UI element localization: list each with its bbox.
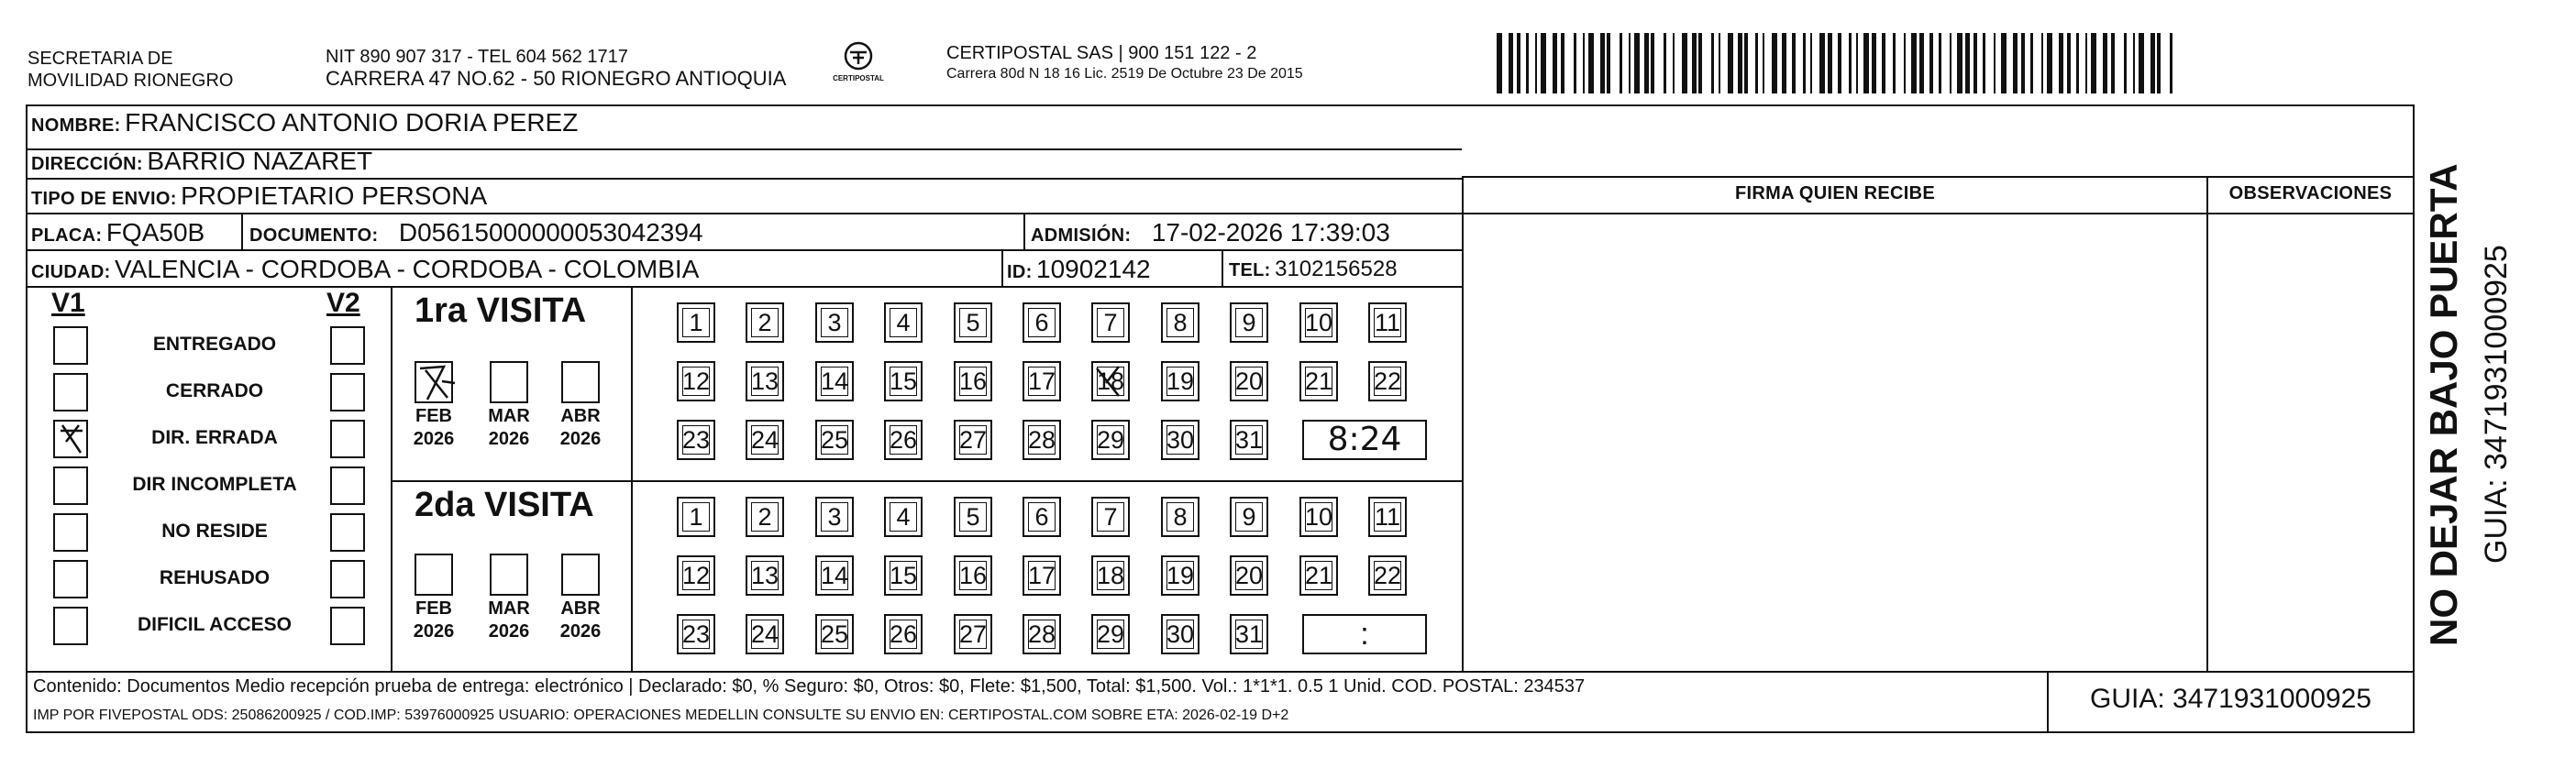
v1-checkbox[interactable]: [53, 607, 88, 645]
day-box[interactable]: 10: [1299, 302, 1338, 343]
observations-area[interactable]: [2208, 214, 2413, 671]
sender-name: SECRETARIA DE MOVILIDAD RIONEGRO: [28, 49, 234, 91]
no-dejar-text: NO DEJAR BAJO PUERTA: [2422, 163, 2465, 646]
day-box[interactable]: 15: [884, 555, 923, 596]
nombre-row: NOMBRE: FRANCISCO ANTONIO DORIA PEREZ: [31, 108, 579, 137]
v2-checkbox[interactable]: [330, 466, 365, 505]
reason-label: DIFICIL ACCESO: [137, 614, 292, 635]
v2-checkbox[interactable]: [330, 373, 365, 411]
day-box[interactable]: 28: [1023, 420, 1061, 460]
imp-line: IMP POR FIVEPOSTAL ODS: 25086200925 / COD.IMP: 53976000925 USUARIO: OPERACIONES MEDELLIN CONSULTE SU ENVIO EN: CERTIPOSTAL.COM SOBRE ETA: 2026-02-19 D+2: [33, 708, 1289, 723]
footer-guia: GUIA: 3471931000925: [2090, 684, 2371, 714]
admision-field: ADMISIÓN: 17-02-2026 17:39:03: [1031, 218, 1390, 247]
shipment-type: PROPIETARIO PERSONA: [181, 181, 488, 210]
id-field: ID: 10902142: [1007, 255, 1151, 283]
month-year: 2026: [488, 621, 530, 642]
day-box[interactable]: 4: [884, 497, 923, 537]
day-box[interactable]: 22: [1368, 361, 1407, 401]
month-year: 2026: [413, 621, 455, 642]
second-visit-title: 2da VISITA: [415, 486, 594, 524]
day-box[interactable]: 19: [1161, 361, 1200, 401]
day-box[interactable]: 28: [1023, 614, 1061, 654]
day-box[interactable]: 15: [884, 361, 923, 401]
day-box[interactable]: 25: [815, 420, 854, 460]
day-box[interactable]: 24: [746, 614, 784, 654]
day-box[interactable]: 13: [746, 555, 784, 596]
month-year: 2026: [559, 429, 602, 449]
month-checkbox[interactable]: [490, 554, 528, 596]
admission-date: 17-02-2026 17:39:03: [1151, 218, 1390, 247]
day-box[interactable]: 18: [1091, 361, 1130, 401]
tel-value: 3102156528: [1275, 257, 1398, 281]
day-box[interactable]: 21: [1299, 555, 1338, 596]
month-name: MAR: [488, 406, 530, 426]
recipient-name: FRANCISCO ANTONIO DORIA PEREZ: [125, 108, 579, 137]
day-box[interactable]: 4: [884, 302, 923, 343]
v1-checkbox[interactable]: [53, 560, 88, 598]
day-box[interactable]: 23: [677, 420, 715, 460]
day-box[interactable]: 16: [954, 361, 992, 401]
month-label: [553, 598, 608, 643]
month-name: FEB: [415, 406, 452, 426]
day-box[interactable]: 18: [1091, 555, 1130, 596]
documento-field: DOCUMENTO: D05615000000053042394: [249, 218, 703, 247]
v1-checkbox[interactable]: [53, 420, 88, 458]
day-box[interactable]: 19: [1161, 555, 1200, 596]
day-box[interactable]: 27: [954, 614, 992, 654]
day-box[interactable]: 11: [1368, 497, 1407, 537]
signature-area[interactable]: [1464, 214, 2206, 671]
v2-checkbox[interactable]: [330, 513, 365, 552]
month-label: [481, 405, 536, 451]
side-warning: [2421, 133, 2476, 646]
tel-field: TEL: 3102156528: [1229, 257, 1398, 281]
day-box[interactable]: 8: [1161, 497, 1200, 537]
day-box[interactable]: 20: [1230, 555, 1268, 596]
month-year: 2026: [559, 621, 602, 642]
first-visit-title: 1ra VISITA: [415, 291, 587, 330]
day-box[interactable]: 21: [1299, 361, 1338, 401]
tipo-envio-row: TIPO DE ENVIO: PROPIETARIO PERSONA: [31, 181, 488, 210]
day-box[interactable]: 22: [1368, 555, 1407, 596]
carrier-info: CERTIPOSTAL SAS | 900 151 122 - 2 Carrera 80d N 18 16 Lic. 2519 De Octubre 23 De 2015: [946, 43, 1303, 82]
day-box[interactable]: 26: [884, 420, 923, 460]
second-visit-time[interactable]: :: [1302, 614, 1427, 654]
v2-checkbox[interactable]: [330, 607, 365, 645]
month-label: [481, 598, 536, 643]
direccion-row: DIRECCIÓN: BARRIO NAZARET: [31, 147, 373, 175]
month-checkbox[interactable]: [490, 361, 528, 403]
day-box[interactable]: 20: [1230, 361, 1268, 401]
v1-checkbox[interactable]: [53, 466, 88, 505]
id-value: 10902142: [1036, 255, 1151, 283]
month-checkbox[interactable]: [415, 554, 453, 596]
day-box[interactable]: 31: [1230, 420, 1268, 460]
day-box[interactable]: 17: [1023, 361, 1061, 401]
day-box[interactable]: 16: [954, 555, 992, 596]
month-name: MAR: [488, 598, 530, 619]
side-guia-text: GUIA: 3471931000925: [2479, 245, 2514, 564]
month-checkbox[interactable]: [561, 361, 600, 403]
reason-label: DIR INCOMPLETA: [132, 474, 297, 495]
day-box[interactable]: 31: [1230, 614, 1268, 654]
day-box[interactable]: 9: [1230, 302, 1268, 343]
month-year: 2026: [488, 429, 530, 449]
day-box[interactable]: 7: [1091, 497, 1130, 537]
day-box[interactable]: 30: [1161, 614, 1200, 654]
day-box[interactable]: 8: [1161, 302, 1200, 343]
day-box[interactable]: 29: [1091, 420, 1130, 460]
reason-label: CERRADO: [165, 380, 264, 401]
day-box[interactable]: 12: [677, 361, 715, 401]
day-box[interactable]: 1: [677, 497, 715, 537]
day-box[interactable]: 5: [954, 497, 992, 537]
month-label: [553, 405, 608, 451]
day-box[interactable]: 14: [815, 361, 854, 401]
v1-checkbox[interactable]: [53, 326, 88, 365]
v1-label: V1: [51, 288, 85, 318]
barcode-icon: [1497, 33, 2183, 93]
v2-checkbox[interactable]: [330, 420, 365, 458]
day-box[interactable]: 23: [677, 614, 715, 654]
day-box[interactable]: 10: [1299, 497, 1338, 537]
day-box[interactable]: 6: [1023, 302, 1061, 343]
day-box[interactable]: 3: [815, 497, 854, 537]
ciudad-field: CIUDAD: VALENCIA - CORDOBA - CORDOBA - COLOMBIA: [31, 255, 700, 283]
day-box[interactable]: 17: [1023, 555, 1061, 596]
v1-checkbox[interactable]: [53, 373, 88, 411]
day-box[interactable]: 14: [815, 555, 854, 596]
contents-line: Contenido: Documentos Medio recepción prueba de entrega: electrónico | Declarado: $0, % Seguro: $0, Otros: $0, Flete: $1,500, Total: $1,500. Vol.: 1*1*1. 0.5 1 Unid. COD. POSTAL: 234537: [33, 676, 1586, 697]
sender-contact: NIT 890 907 317 - TEL 604 562 1717 CARRERA 47 NO.62 - 50 RIONEGRO ANTIOQUIA: [326, 47, 787, 90]
month-name: ABR: [560, 598, 601, 619]
day-box[interactable]: 5: [954, 302, 992, 343]
reason-label: ENTREGADO: [152, 334, 277, 355]
day-box[interactable]: 11: [1368, 302, 1407, 343]
reason-label: NO RESIDE: [161, 521, 268, 542]
day-box[interactable]: 9: [1230, 497, 1268, 537]
month-year: 2026: [413, 429, 455, 449]
month-checkbox[interactable]: [561, 554, 600, 596]
first-visit-time[interactable]: 8:24: [1302, 420, 1427, 460]
day-box[interactable]: 13: [746, 361, 784, 401]
v2-label: V2: [326, 288, 360, 318]
reason-label: REHUSADO: [159, 567, 271, 588]
placa-field: PLACA: FQA50B: [31, 218, 205, 247]
document-value: D05615000000053042394: [398, 218, 703, 247]
side-guia: [2476, 133, 2522, 573]
day-box[interactable]: 7: [1091, 302, 1130, 343]
reason-label: DIR. ERRADA: [151, 427, 278, 448]
day-box[interactable]: 2: [746, 497, 784, 537]
day-box[interactable]: 25: [815, 614, 854, 654]
month-label: [406, 405, 461, 451]
month-checkbox[interactable]: [415, 361, 453, 403]
certipostal-logo: CERTIPOSTAL: [814, 40, 902, 82]
month-name: FEB: [415, 598, 452, 619]
v2-checkbox[interactable]: [330, 326, 365, 365]
day-box[interactable]: 30: [1161, 420, 1200, 460]
day-box[interactable]: 3: [815, 302, 854, 343]
month-name: ABR: [560, 406, 601, 426]
day-box[interactable]: 27: [954, 420, 992, 460]
logo-mark-icon: [840, 40, 877, 71]
day-box[interactable]: 29: [1091, 614, 1130, 654]
day-box[interactable]: 1: [677, 302, 715, 343]
plate-value: FQA50B: [105, 218, 205, 247]
month-label: [406, 598, 461, 643]
observaciones-header: OBSERVACIONES: [2228, 183, 2393, 203]
day-box[interactable]: 2: [746, 302, 784, 343]
day-box[interactable]: 6: [1023, 497, 1061, 537]
firma-header: FIRMA QUIEN RECIBE: [1735, 183, 1935, 203]
city-value: VALENCIA - CORDOBA - CORDOBA - COLOMBIA: [115, 255, 700, 283]
day-box[interactable]: 12: [677, 555, 715, 596]
day-box[interactable]: 26: [884, 614, 923, 654]
day-box[interactable]: 24: [746, 420, 784, 460]
v2-checkbox[interactable]: [330, 560, 365, 598]
recipient-address: BARRIO NAZARET: [147, 147, 373, 175]
v1-checkbox[interactable]: [53, 513, 88, 552]
